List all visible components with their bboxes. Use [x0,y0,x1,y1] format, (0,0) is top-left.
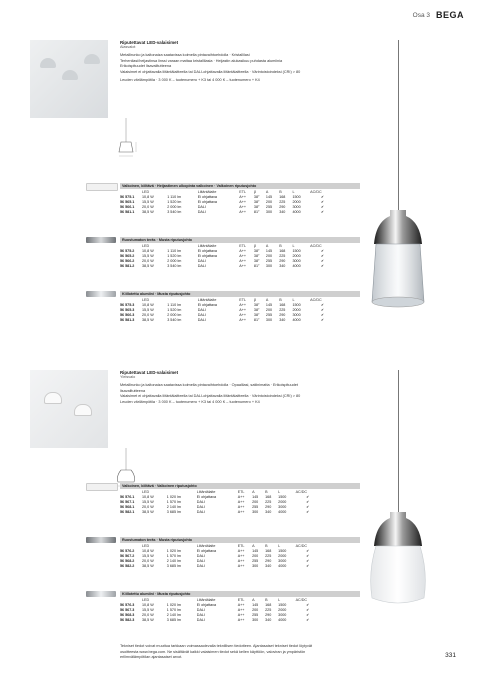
group-heading: Ruostumaton teräs · Musta riputusjohto [120,537,360,543]
table-row: 56 566.3 20,0 W 2 000 lm DALI A++ 38° 255 290 3000 ✔ [120,313,325,318]
pendant-lamp-opal-image [368,512,428,622]
table-header-row: LED Liitäntälaite ETL A B L AC/DC [142,598,308,602]
table-row: 56 576.1 10,8 W 1 020 lm Ei ohjattava A++ 145 168 1500 ✔ [120,495,310,500]
table-header-row: LED Liitäntälaite ETL A B L AC/DC [142,544,308,548]
table-row: 56 575.2 10,8 W 1 110 lm Ei ohjattava A++ 38° 145 168 1500 ✔ [120,249,325,254]
finish-swatch-aluminium [86,291,116,315]
dimension-drawing [112,118,152,166]
section-subtitle: Alasvalot [120,45,136,49]
table-row: 56 582.1 38,5 W 3 685 lm DALI A++ 300 340 4000 ✔ [120,510,310,515]
section-title: Riputettavat LED-valaisimet [120,370,179,375]
interior-photo [30,40,108,118]
finish-swatch-steel [86,537,116,561]
table-row: 56 568.1 20,0 W 2 140 lm DALI A++ 255 290 3000 ✔ [120,505,310,510]
table-row: 56 575.3 10,8 W 1 110 lm Ei ohjattava A++ 38° 145 168 1500 ✔ [120,303,325,308]
table-row: 56 575.1 10,8 W 1 110 lm Ei ohjattava A++ 38° 145 168 1500 ✔ [120,195,325,200]
product-table [120,598,320,623]
table-header-row: LED Liitäntälaite ETL β A B L AC/DC [142,190,322,194]
interior-photo [30,370,108,448]
table-row: 56 565.1 15,5 W 1 520 lm Ei ohjattava A++ 38° 200 225 2000 ✔ [120,200,325,205]
table-row: 56 568.3 20,0 W 2 140 lm DALI A++ 255 290 3000 ✔ [120,613,310,618]
table-row: 56 566.1 20,0 W 2 000 lm DALI A++ 38° 255 290 3000 ✔ [120,205,325,210]
product-table [120,190,335,215]
section-description: Metallirunko ja kaltonaiza saatavissa kolmella pintavaihtoehdolla · Kristallilasi Terhenilasi/heijastinsa linssi varaan mattaa kristallilasia · Heijastin alukasikuu puhdasta alumiinia Erikoispituudet lisavalitutteena Valaisimet ei ohjattavalla liitäntälaitteella tai DALI-ohjattavalla liitäntälaitteella · Värintoistoindeksi (CRI) > 80 Leuden värilämpötila · 3 000 K – tuotenumero + K3 tai 4 000 K – tuotenumero + K4 [120,53,301,82]
table-row: 56 582.2 38,5 W 3 685 lm DALI A++ 300 340 4000 ✔ [120,564,310,569]
pendant-lamp-clear-image [368,210,428,330]
table-row: 56 582.3 38,5 W 3 685 lm DALI A++ 300 340 4000 ✔ [120,618,310,623]
table-row: 56 567.1 15,5 W 1 570 lm DALI A++ 200 225 2000 ✔ [120,500,310,505]
table-row: 56 567.3 15,5 W 1 570 lm DALI A++ 200 225 2000 ✔ [120,608,310,613]
part-label: Osa 3 [412,12,430,19]
product-table [120,490,320,515]
group-heading: Ruostumaton teräs · Musta riputusjohto [120,237,360,243]
product-table [120,298,335,323]
table-row: 56 567.2 15,5 W 1 570 lm DALI A++ 200 225 2000 ✔ [120,554,310,559]
table-row: 56 576.3 10,8 W 1 020 lm Ei ohjattava A++ 145 168 1500 ✔ [120,603,310,608]
table-row: 56 581.2 38,5 W 3 540 lm DALI A++ 81° 300 340 4000 ✔ [120,264,325,269]
table-row: 56 565.2 15,5 W 1 520 lm Ei ohjattava A++ 38° 200 225 2000 ✔ [120,254,325,259]
table-row: 56 566.2 20,0 W 2 000 lm DALI A++ 38° 255 290 3000 ✔ [120,259,325,264]
page-number: 331 [445,652,456,659]
finish-swatch-steel [86,237,116,261]
group-heading: Kiillotettu alumiini · Musta riputusjohto [120,591,360,597]
group-heading: Valkoinen, kiiltävä · Valkoinen riputusjohto [120,483,360,489]
section-subtitle: Yleisvalo [120,375,136,379]
finish-swatch-white [86,183,116,207]
table-header-row: LED Liitäntälaite ETL β A B L AC/DC [142,298,322,302]
table-header-row: LED Liitäntälaite ETL β A B L AC/DC [142,244,322,248]
pendant-cable [398,370,399,520]
finish-swatch-aluminium [86,591,116,615]
table-row: 56 576.2 10,8 W 1 020 lm Ei ohjattava A++ 145 168 1500 ✔ [120,549,310,554]
table-row: 56 581.1 38,5 W 3 540 lm DALI A++ 81° 300 340 4000 ✔ [120,210,325,215]
finish-swatch-white [86,483,116,507]
group-heading: Kiillotettu alumiini · Musta riputusjohto [120,291,360,297]
product-table [120,544,320,569]
table-header-row: LED Liitäntälaite ETL A B L AC/DC [142,490,308,494]
section-description: Metallirunko ja kaltonaiza saatavissa kolmella pintavaihtoehdolla · Opaalilasi, satiinimatta · Erikoispituudet lisavalitutteena Valaisimet ei ohjattavalla liitäntälaitteella tai DALI-ohjattavalla liitäntälaitteella · Värintoistoindeksi (CRI) > 80 Leuden värilämpötila · 3 000 K – tuotenumero + K3 tai 4 000 K – tuotenumero + K4 [120,383,301,404]
section-title: Riputettavat LED-valaisimet [120,40,179,45]
table-row: 56 581.3 38,5 W 3 540 lm DALI A++ 81° 300 340 4000 ✔ [120,318,325,323]
brand-logo: BEGA [435,10,464,20]
product-table [120,244,335,269]
group-heading: Valkoinen, kiiltävä · Heijastimen ulkopinta valkoinen · Valkoinen riputusjohto [120,183,360,189]
table-row: 56 565.3 15,5 W 1 520 lm DALI A++ 38° 200 225 2000 ✔ [120,308,325,313]
footer-note: Tekniset tiedot voivat muuttua tarkkaan voimassaolevalla teknillisen tiedotteen. Ajantasaiset tekniset tiedot löytyvät osoitteesta www.bega.com. Ne sisältävät kaikki valaisimen tiedot sekä kellen käyttöön, valoviran ja ympäristön erilimvälämpötilan ajantasaiset arvot. [120,644,313,659]
pendant-cable [398,40,399,220]
table-row: 56 568.2 20,0 W 2 140 lm DALI A++ 255 290 3000 ✔ [120,559,310,564]
